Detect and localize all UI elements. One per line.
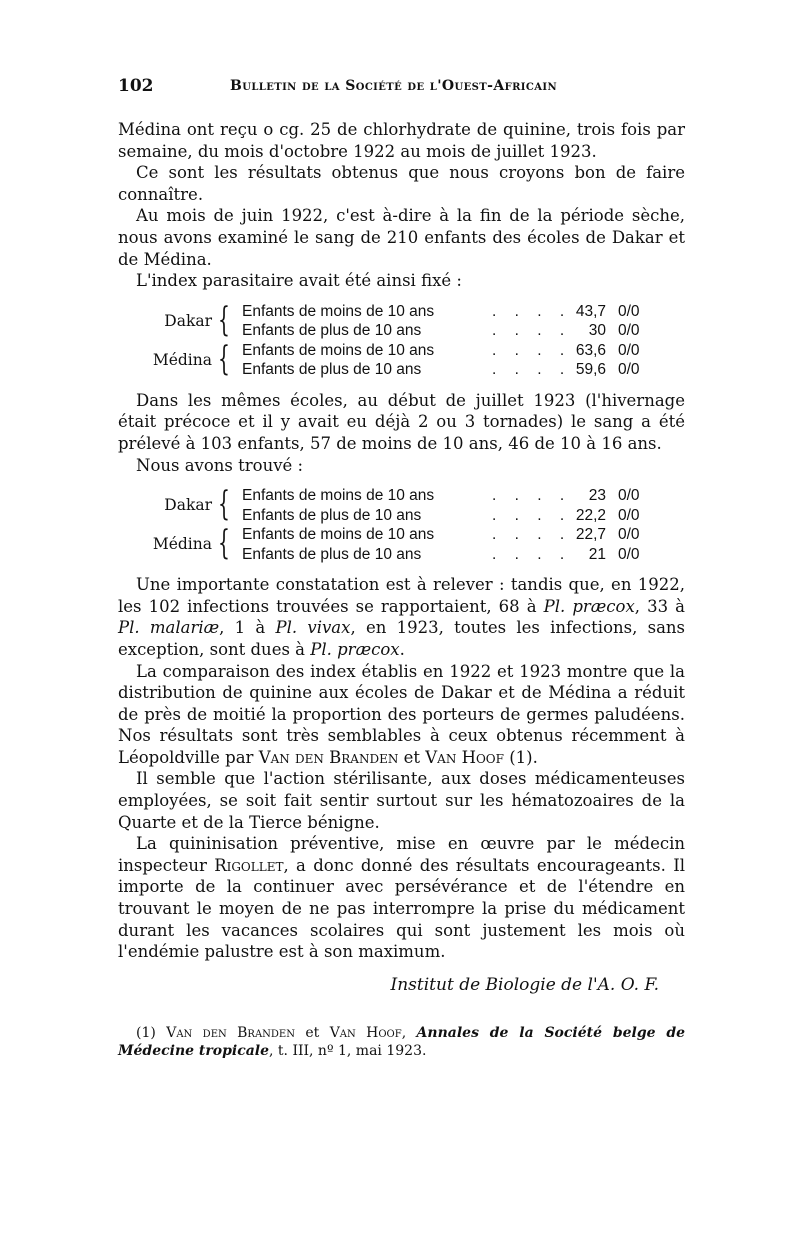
brace-icon: {: [218, 523, 230, 564]
brace-icon: {: [218, 484, 230, 525]
text-span: , t. III, nº 1, mai 1923.: [269, 1043, 427, 1060]
table-row: [242, 545, 662, 565]
row-label: Enfants de plus de 10 ans: [242, 361, 422, 379]
text-span: (1).: [503, 747, 538, 767]
row-value: 59,6: [575, 361, 606, 379]
paragraph-9: Il semble que l'action stérilisante, aux doses médicamenteuses employées, se soit fait sentir surtout sur les hématozoaires de la Quarte et de la Tierce bénigne.: [118, 769, 685, 832]
paragraph-4: L'index parasitaire avait été ainsi fixé :: [136, 271, 462, 291]
paragraph-10: [118, 833, 685, 963]
table-row: [242, 341, 662, 361]
leader-dots: . . . .: [492, 341, 572, 359]
leader-dots: . . . .: [492, 506, 572, 524]
text-span: La quininisation préventive, mise en œuvre par le médecin inspecteur: [118, 834, 685, 875]
page-number: 102: [118, 76, 154, 96]
institution-signature: Institut de Biologie de l'A. O. F.: [390, 974, 659, 995]
paragraph-6: Nous avons trouvé :: [136, 455, 304, 475]
city-label: Médina: [152, 535, 212, 554]
page-body: [118, 119, 685, 1074]
text-span: , 33 à: [634, 596, 685, 616]
table-row: [242, 486, 662, 506]
running-title: Bulletin de la Société de l'Ouest-Africain: [230, 78, 558, 94]
table-row: [242, 525, 662, 545]
row-unit: 0/0: [618, 322, 640, 340]
row-value: 23: [588, 487, 606, 505]
row-unit: 0/0: [618, 341, 640, 359]
paragraph-3: Au mois de juin 1922, c'est à-dire à la fin de la période sèche, nous avons examiné le sang de 210 enfants des écoles de Dakar et de Médina.: [118, 206, 685, 269]
text-span: , a donc donné des résultats encourageants. Il importe de la continuer avec persévérance et de l'étendre en trouvant le moyen de ne pas interrompre la prise du médicament durant les vacances scolaires qui sont justement les mois où l'endémie palustre est à son maximum.: [118, 855, 686, 962]
author-name: Rigollet: [214, 855, 284, 875]
row-label: Enfants de plus de 10 ans: [242, 506, 422, 524]
row-unit: 0/0: [618, 526, 640, 544]
author-name: Van Hoof: [329, 1025, 402, 1042]
text-span: et: [295, 1025, 330, 1042]
row-value: 63,6: [575, 341, 606, 359]
journal-title: Annales de la Société belge de Médecine tropicale: [118, 1025, 686, 1060]
text-span: .: [399, 639, 405, 659]
row-unit: 0/0: [618, 545, 640, 563]
city-label: Médina: [152, 350, 212, 369]
parasite-index-table-1922: [118, 299, 685, 380]
leader-dots: . . . .: [492, 526, 572, 544]
text-span: (1): [136, 1025, 167, 1042]
species-name: Pl. malariæ: [118, 618, 220, 638]
table-row: [242, 302, 662, 322]
table-group-dakar: [118, 486, 685, 525]
text-span: , 1 à: [219, 618, 276, 638]
table-row: [242, 506, 662, 526]
row-value: 22,2: [575, 506, 606, 524]
row-unit: 0/0: [618, 302, 640, 320]
paragraph-1: Médina ont reçu o cg. 25 de chlorhydrate de quinine, trois fois par semaine, du mois d'octobre 1922 au mois de juillet 1923.: [118, 120, 685, 161]
author-name: Van den Branden: [166, 1025, 295, 1042]
row-label: Enfants de plus de 10 ans: [242, 545, 422, 563]
species-name: Pl. præcox: [310, 639, 400, 659]
leader-dots: . . . .: [492, 545, 572, 563]
text-span: ,: [401, 1025, 417, 1042]
paragraph-2: Ce sont les résultats obtenus que nous croyons bon de faire connaître.: [118, 163, 685, 204]
text-span: La comparaison des index établis en 1922 et 1923 montre que la distribution de quinine aux écoles de Dakar et de Médina a réduit de près de moitié la proportion des porteurs de germes paludéens. Nos résultats sont très semblables à ceux obtenus récemment à Léopoldville par: [118, 661, 685, 767]
author-name: Van den Branden: [258, 747, 399, 767]
table-group-dakar: [118, 299, 685, 341]
brace-icon: {: [218, 338, 230, 379]
row-unit: 0/0: [618, 506, 640, 524]
text-span: Une importante constatation est à relever : tandis que, en 1922, les 102 infections trouvées se rapportaient, 68 à: [118, 575, 685, 616]
species-name: Pl. præcox: [543, 596, 635, 616]
species-name: Pl. vivax: [275, 618, 351, 638]
text-span: et: [398, 747, 426, 767]
row-label: Enfants de moins de 10 ans: [242, 302, 435, 320]
paragraph-5: Dans les mêmes écoles, au début de juillet 1923 (l'hivernage était précoce et il y avait eu déjà 2 ou 3 tornades) le sang a été prélevé à 103 enfants, 57 de moins de 10 ans, 46 de 10 à 16 ans.: [118, 390, 685, 453]
row-value: 30: [588, 322, 606, 340]
row-label: Enfants de moins de 10 ans: [242, 341, 435, 359]
leader-dots: . . . .: [492, 302, 572, 320]
table-row: [242, 321, 662, 341]
row-label: Enfants de plus de 10 ans: [242, 322, 422, 340]
text-span: , en 1923, toutes les infections, sans exception, sont dues à: [118, 618, 685, 659]
brace-icon: {: [218, 299, 230, 340]
footnote: [118, 1024, 685, 1060]
row-value: 22,7: [575, 526, 606, 544]
paragraph-8: [118, 661, 685, 769]
row-value: 21: [588, 545, 606, 563]
city-label: Dakar: [164, 311, 212, 330]
paragraph-7: [118, 574, 685, 660]
row-value: 43,7: [575, 302, 606, 320]
leader-dots: . . . .: [492, 487, 572, 505]
leader-dots: . . . .: [492, 361, 572, 379]
leader-dots: . . . .: [492, 322, 572, 340]
row-label: Enfants de moins de 10 ans: [242, 526, 435, 544]
table-group-medina: [118, 525, 685, 564]
page-header: [118, 76, 688, 100]
author-name: Van Hoof: [425, 747, 504, 767]
city-label: Dakar: [164, 496, 212, 515]
table-row: [242, 360, 662, 380]
row-unit: 0/0: [618, 361, 640, 379]
row-unit: 0/0: [618, 487, 640, 505]
parasite-index-table-1923: [118, 486, 685, 564]
row-label: Enfants de moins de 10 ans: [242, 487, 435, 505]
table-group-medina: [118, 338, 685, 380]
